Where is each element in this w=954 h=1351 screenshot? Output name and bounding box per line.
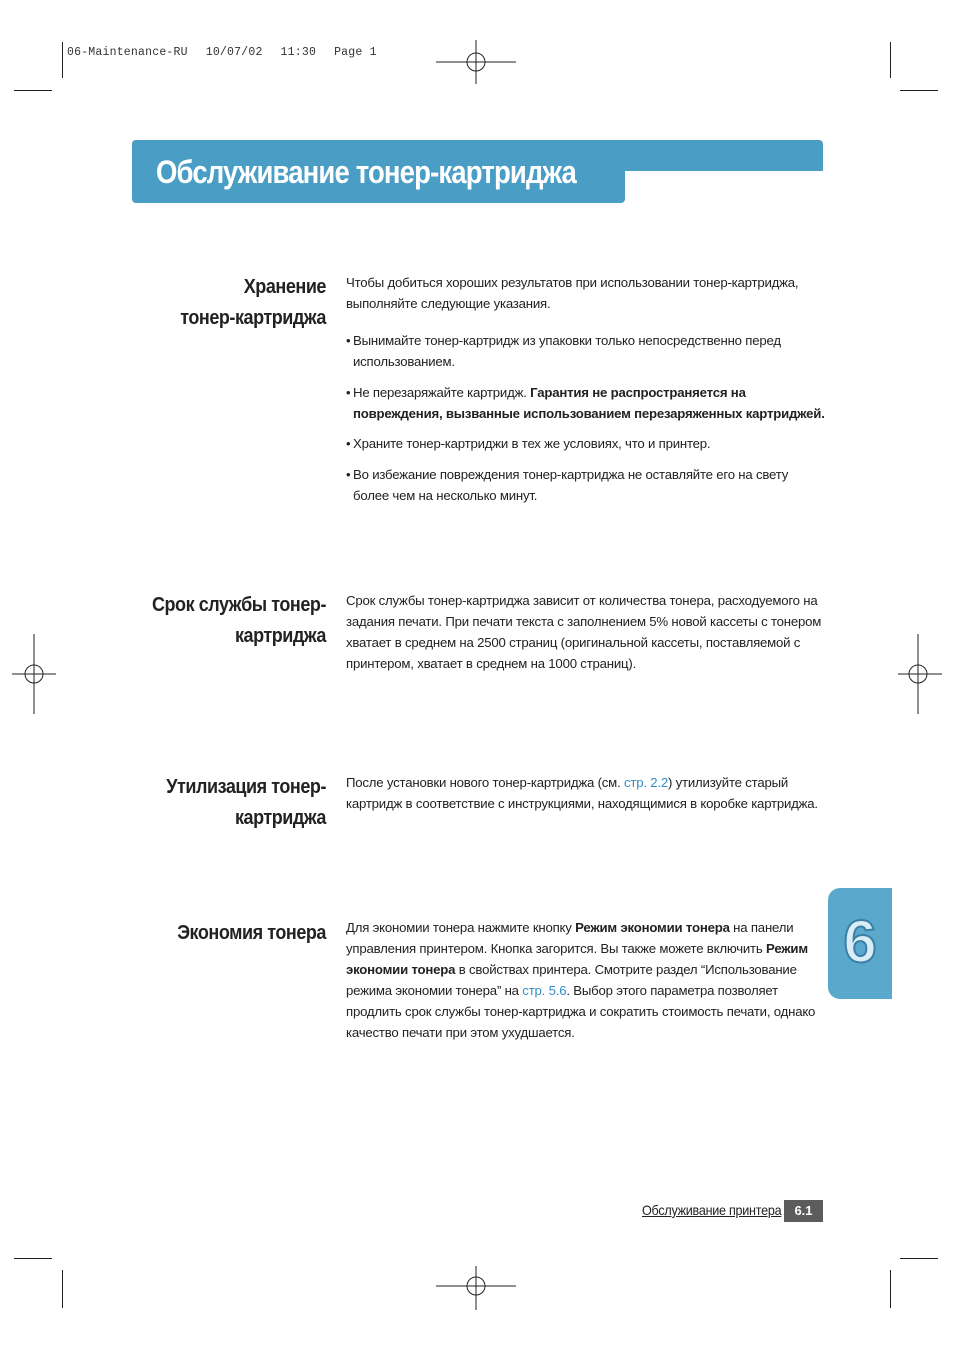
disposal-text-a: После установки нового тонер-картриджа (см. [346, 775, 624, 790]
registration-mark-bottom [436, 1266, 516, 1310]
storage-body [346, 272, 826, 506]
storage-intro: Чтобы добиться хороших результатов при использовании тонер-картриджа, выполняйте следующие указания. [346, 275, 799, 311]
storage-bullet-2-bold: Гарантия не распространяется на повреждения, вызванные использованием перезаряженных картриджей. [353, 385, 825, 421]
disposal-text-b: ) утилизуйте старый картридж в соответствие с инструкциями, находящимися в коробке картриджа. [346, 775, 818, 811]
economy-body [346, 917, 826, 1043]
storage-bullet-1 [346, 330, 826, 372]
storage-bullet-3 [346, 433, 826, 454]
economy-text [346, 917, 826, 1043]
crop-mark-tl-v [62, 42, 63, 78]
storage-bullet-2-plain: Не перезаряжайте картридж. [353, 385, 531, 400]
economy-page-link[interactable]: стр. 5.6 [522, 983, 567, 998]
storage-bullet-4-text: Во избежание повреждения тонер-картриджа не оставляйте его на свету более чем на несколько минут. [353, 467, 789, 503]
crop-mark-tr-v [890, 42, 891, 78]
slug-page: Page 1 [334, 46, 377, 59]
economy-heading-text: Экономия тонера [177, 922, 326, 944]
crop-mark-br-v [890, 1270, 891, 1308]
registration-mark-right [898, 634, 942, 714]
disposal-heading-line2: картриджа [234, 807, 326, 829]
crop-mark-bl-h [14, 1258, 52, 1259]
print-slug [67, 46, 395, 59]
economy-t2: на панели управления принтером. Кнопка загорится. Вы также можете включить [346, 920, 794, 956]
storage-heading-line2: тонер-картриджа [180, 307, 326, 329]
lifetime-body [346, 590, 826, 674]
disposal-page-link[interactable]: стр. 2.2 [623, 775, 668, 790]
economy-t4: . Выбор этого параметра позволяет продлить срок службы тонер-картриджа и сократить стоимость печати, однако качество печати при этом ухудшается. [346, 983, 816, 1040]
economy-t3: в свойствах принтера. Смотрите раздел “Использование режима экономии тонера” на [346, 962, 797, 998]
footer-page-number: 6.1 [784, 1200, 823, 1222]
disposal-body [346, 772, 826, 814]
crop-mark-br-h [900, 1258, 938, 1259]
registration-mark-left [12, 634, 56, 714]
storage-heading-line1: Хранение [243, 276, 326, 298]
lifetime-heading [120, 590, 326, 652]
economy-t1: Для экономии тонера нажмите кнопку [346, 920, 576, 935]
slug-file: 06-Maintenance-RU [67, 46, 188, 59]
registration-mark-top [436, 40, 516, 84]
lifetime-heading-line2: картриджа [234, 625, 326, 647]
disposal-heading-line1: Утилизация тонер- [166, 776, 326, 798]
chapter-number: 6 [843, 908, 877, 975]
lifetime-text: Срок службы тонер-картриджа зависит от количества тонера, расходуемого на задания печати. При печати текста с заполнением 5% новой кассеты с тонером хватает в среднем на 2500 страниц (оригинальной кассеты, поставляемой с принтером, хватает в среднем на 1000 страниц). [346, 593, 822, 671]
economy-b2: Режим экономии тонера [346, 941, 808, 977]
storage-bullet-2 [346, 382, 826, 424]
economy-b1: Режим экономии тонера [575, 920, 730, 935]
page-title: Обслуживание тонер-картриджа [156, 154, 576, 190]
disposal-heading [120, 772, 326, 834]
crop-mark-tr-h [900, 90, 938, 91]
storage-bullet-1-text: Вынимайте тонер-картридж из упаковки только непосредственно перед использованием. [353, 333, 781, 369]
storage-heading [120, 272, 326, 334]
storage-bullet-3-text: Храните тонер-картриджи в тех же условиях, что и принтер. [353, 436, 711, 451]
disposal-text [346, 772, 826, 814]
crop-mark-bl-v [62, 1270, 63, 1308]
title-band [132, 140, 823, 204]
economy-heading [120, 918, 326, 949]
slug-time: 11:30 [280, 46, 317, 59]
crop-mark-tl-h [14, 90, 52, 91]
chapter-tab [828, 888, 892, 999]
lifetime-heading-line1: Срок службы тонер- [151, 594, 326, 616]
slug-date: 10/07/02 [205, 46, 263, 59]
storage-bullet-4 [346, 464, 826, 506]
footer-chapter-label: Обслуживание принтера [642, 1202, 782, 1218]
